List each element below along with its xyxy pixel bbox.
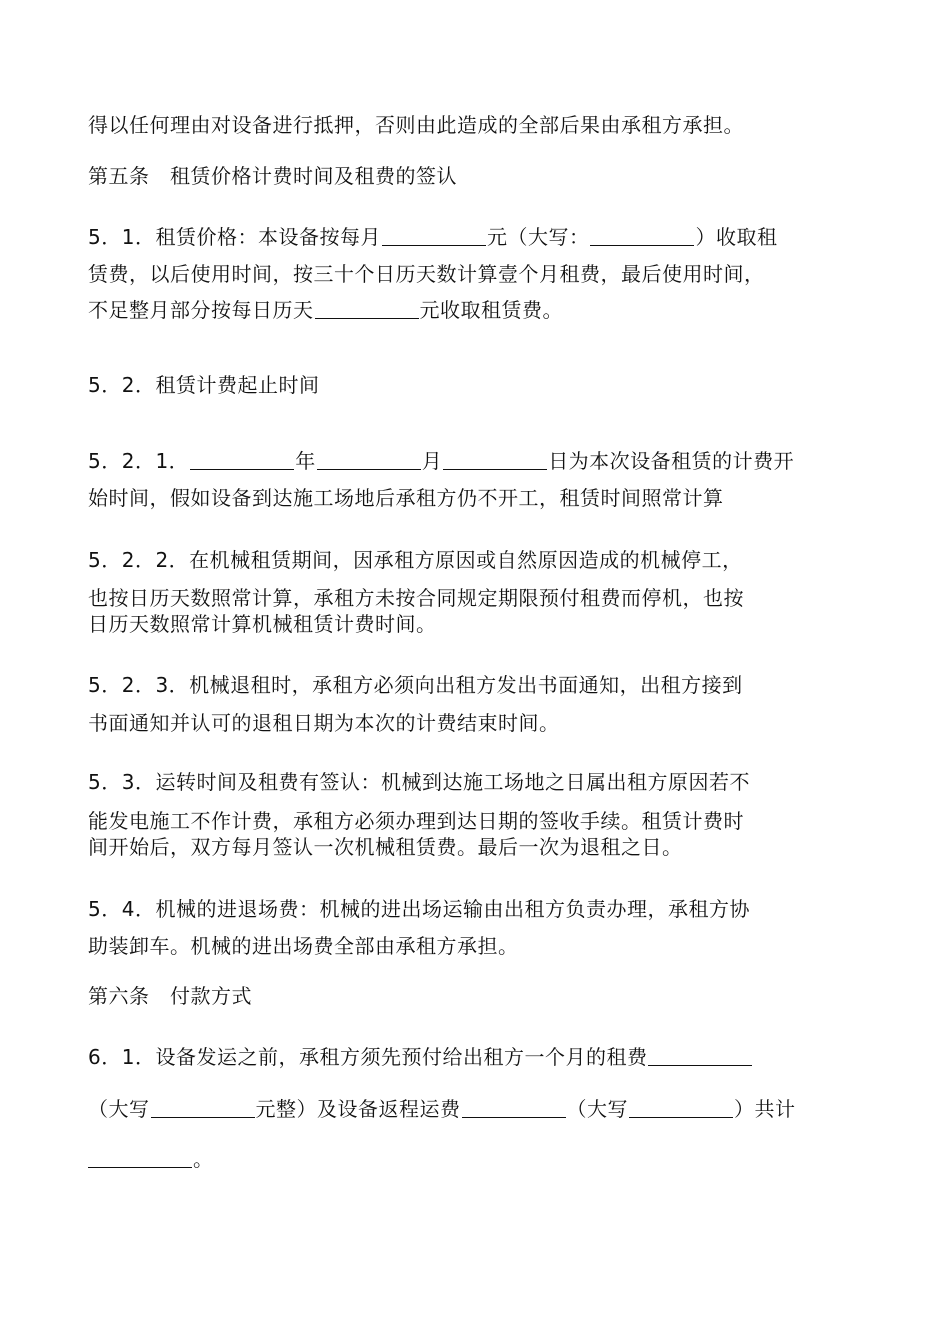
clause-text: 元（大写：: [486, 225, 590, 249]
clause-text: （大写: [566, 1097, 628, 1121]
clause-5-2-heading: 5．2．租赁计费起止时间: [88, 373, 320, 397]
fill-blank-day: [443, 447, 547, 470]
text-line: 赁费，以后使用时间，按三十个日历天数计算壹个月租费，最后使用时间，: [88, 262, 765, 286]
text-line: 日历天数照常计算机械租赁计费时间。: [88, 612, 437, 636]
text-line: 助装卸车。机械的进出场费全部由承租方承担。: [88, 934, 519, 958]
clause-5-3-line: 5．3．运转时间及租费有签认：机械到达施工场地之日属出租方原因若不: [88, 770, 750, 794]
clause-text: 日为本次设备租赁的计费开: [548, 449, 795, 473]
clause-text: 5．2．1．: [88, 449, 190, 473]
clause-text: （大写: [88, 1097, 150, 1121]
text-line: [88, 1095, 796, 1123]
fill-blank-return-freight: [462, 1095, 566, 1118]
fill-blank-prepaid-rent-capital: [151, 1095, 255, 1118]
clause-5-2-2-line: 5．2．2．在机械租赁期间，因承租方原因或自然原因造成的机械停工，: [88, 548, 743, 572]
clause-6-1-line: [88, 1043, 753, 1071]
text-line: [88, 1145, 214, 1173]
fill-blank-total: [88, 1145, 192, 1168]
fill-blank-month: [317, 447, 421, 470]
clause-text: 年: [295, 449, 316, 473]
fill-blank-monthly-price: [382, 223, 486, 246]
clause-5-2-1-line: [88, 447, 794, 475]
fill-blank-daily-price: [315, 296, 419, 319]
text-line: 能发电施工不作计费，承租方必须办理到达日期的签收手续。租赁计费时: [88, 809, 744, 833]
clause-5-1-line: [88, 223, 777, 251]
clause-5-4-line: 5．4．机械的进退场费：机械的进出场运输由出租方负责办理，承租方协: [88, 897, 750, 921]
fill-blank-prepaid-rent: [648, 1043, 752, 1066]
clause-text: ）收取租: [695, 225, 778, 249]
clause-5-2-3-line: 5．2．3．机械退租时，承租方必须向出租方发出书面通知，出租方接到: [88, 673, 743, 697]
clause-text: 月: [421, 449, 443, 473]
text-line: 间开始后，双方每月签认一次机械租赁费。最后一次为退租之日。: [88, 835, 683, 859]
text-line: 也按日历天数照常计算，承租方未按合同规定期限预付租费而停机，也按: [88, 586, 744, 610]
clause-text: ）共计: [734, 1097, 796, 1121]
text-line: [88, 296, 563, 324]
fill-blank-year: [190, 447, 294, 470]
text-line: 书面通知并认可的退租日期为本次的计费结束时间。: [88, 711, 560, 735]
text-line: 得以任何理由对设备进行抵押，否则由此造成的全部后果由承租方承担。: [88, 113, 744, 137]
clause-text: 6．1．设备发运之前，承租方须先预付给出租方一个月的租费: [88, 1045, 648, 1069]
clause-text: 不足整月部分按每日历天: [88, 298, 314, 322]
section-heading-article-6: 第六条 付款方式: [88, 984, 252, 1008]
fill-blank-return-freight-capital: [629, 1095, 733, 1118]
clause-text: 元收取租赁费。: [419, 298, 563, 322]
clause-text: 元整）及设备返程运费: [255, 1097, 461, 1121]
fill-blank-monthly-price-capital: [590, 223, 694, 246]
text-line: 始时间，假如设备到达施工场地后承租方仍不开工，租赁时间照常计算: [88, 486, 724, 510]
clause-text: 。: [193, 1147, 214, 1171]
clause-text: 5．1．租赁价格：本设备按每月: [88, 225, 381, 249]
section-heading-article-5: 第五条 租赁价格计费时间及租费的签认: [88, 164, 457, 188]
